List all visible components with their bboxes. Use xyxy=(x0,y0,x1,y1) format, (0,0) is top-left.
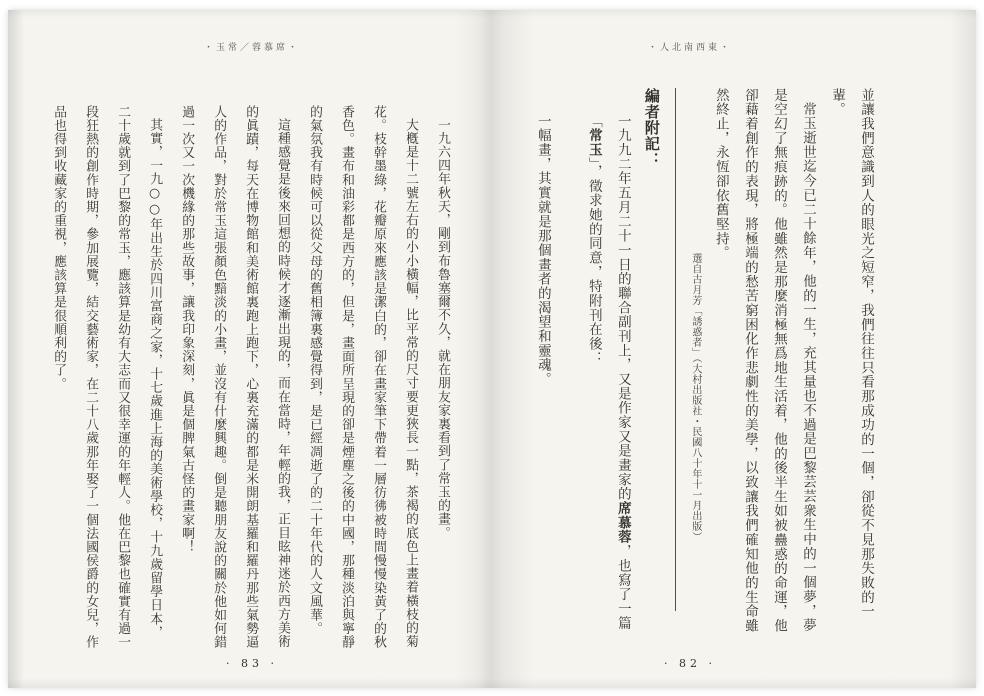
editor-note-heading: 編者附記： xyxy=(642,88,661,168)
book-spread xyxy=(8,10,976,688)
page-number-left: · 83 · xyxy=(226,657,278,670)
paragraph xyxy=(528,88,557,633)
emphasized-text: 常玉 xyxy=(585,128,602,158)
text-run: 其實，一九○○年出生於四川富商之家，十七歲進上海的美術學校，十九歲留學日本，二十歲就到了巴黎的常玉，應該算是幼有大志而又很幸運的年輕人。他在巴黎也確實有過一段狂熱的創作時期，參加展覽，結交藝術家，在二十八歲那年娶了一個法國侯爵的女兒，作品也得到收藏家的重視，應該算是很順利的了。 xyxy=(51,105,163,649)
section-divider-rule xyxy=(675,88,676,611)
text-run: 這種感覺是後來回想的時候才逐漸出現的，而在當時，年輕的我，正目眩神迷於西方美術的眞蹟，每天在博物館和美術館裏跑上跑下，心裏充滿的都是米開朗基羅和羅丹那些氣勢逼人的作品，對於常玉這張顏色黯淡的小畫，並沒有什麼興趣。倒是聽朋友說的關於他如何錯過一次又一次機緣的那些故事，讓我印象深刻，眞是個脾氣古怪的畫家啊！ xyxy=(179,105,291,649)
page-number-right: · 82 · xyxy=(664,657,716,670)
running-head-left: ・玉常／蓉慕席・ xyxy=(203,43,300,53)
right-page-text xyxy=(500,88,880,633)
left-page-text xyxy=(46,105,458,650)
paragraph xyxy=(579,88,637,633)
text-run: 一九九二年五月二十一日的聯合副刊上，又是作家又是畫家的 xyxy=(614,114,631,502)
text-run: ，也寫了一篇「 xyxy=(585,114,631,631)
emphasized-text: 席慕蓉 xyxy=(614,501,631,545)
paragraph xyxy=(42,105,170,650)
page-right xyxy=(492,10,976,688)
editor-note-body xyxy=(528,88,637,633)
text-run: 一幅畫，其實就是那個畫者的渴望和靈魂。 xyxy=(534,114,551,387)
paragraph xyxy=(298,105,426,650)
running-head-right: ・人北南西東・ xyxy=(647,43,732,53)
paragraph xyxy=(822,88,880,633)
source-citation: 選自古月芳「誘惑者」（大村出版社・民國八十年十一月出版） xyxy=(689,253,701,542)
essay-ending xyxy=(706,88,880,633)
page-left xyxy=(8,10,492,688)
paragraph xyxy=(170,105,298,650)
text-run: 常玉逝世迄今已二十餘年，他的一生，充其量也不過是巴黎芸芸衆生中的一個夢，夢是空幻了無痕跡的。他雖然是那麼消極無爲地生活着，他的後半生如被蠱惑的命運，他卻藉着創作的表現，將極端的愁苦窮困化作悲劇性的美學，以致讓我們確知他的生命雖然終止，永恆卻依舊堅持。 xyxy=(712,88,816,633)
text-run: 並讓我們意識到人的眼光之短窄，我們往往只看那成功的一個，卻從不見那失敗的一輩。 xyxy=(828,88,874,619)
paragraph xyxy=(706,88,822,633)
text-run: 」，徵求她的同意，特附刊在後： xyxy=(585,157,602,366)
text-run: 大槪是十二號左右的小小橫幅，比平常的尺寸要更狹長一點，茶褐的底色上畫着橫枝的菊花。枝幹墨綠，花瓣原來應該是潔白的，卻在畫家筆下帶着一層彷彿被時間慢慢染黃了的秋香色。畫布和油彩都是西方的，但是，畫面所呈現的卻是煙塵之後的中國，那種淡泊與寧靜的氣氛我有時候可以從父母的舊相簿裏感覺得到，是已經凋逝了的二十年代的人文風華。 xyxy=(307,105,419,649)
paragraph xyxy=(426,105,458,650)
text-run: 一九六四年秋天，剛到布魯塞爾不久，就在朋友家裏看到了常玉的畫。 xyxy=(435,117,450,540)
